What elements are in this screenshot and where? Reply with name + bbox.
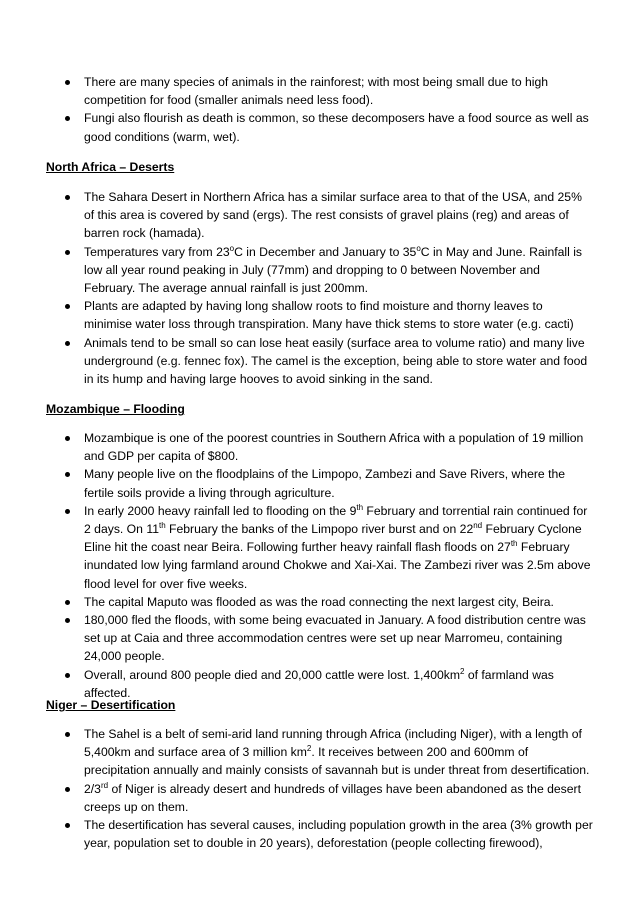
list-item: 180,000 fled the floods, with some being evacuated in January. A food distribution centre was set up at Caia and three accommodation centres were set up near Marromeu, containing 24,000 people.: [0, 611, 638, 666]
mozambique-section: [0, 429, 638, 702]
intro-section: [0, 73, 638, 146]
section-heading-niger: Niger – Desertification: [46, 698, 176, 712]
list-item: The Sahel is a belt of semi-arid land running through Africa (including Niger), with a length of 5,400km and surface area of 3 million $km^2$. It receives between 200 and 600mm of precipitation annually and mainly consists of savannah but is under threat from desertification.: [0, 725, 638, 780]
list-item: Animals tend to be small so can lose heat easily (surface area to volume ratio) and many live underground (e.g. fennec fox). The camel is the exception, being able to store water and food in its hump and having large hooves to avoid sinking in the sand.: [0, 334, 638, 389]
list-item: The Sahara Desert in Northern Africa has a similar surface area to that of the USA, and 25% of this area is covered by sand (ergs). The rest consists of gravel plains (reg) and areas of barren rock (hamada).: [0, 188, 638, 243]
list-item: The capital Maputo was flooded as was the road connecting the next largest city, Beira.: [0, 593, 638, 611]
list-item: Fungi also flourish as death is common, so these decomposers have a food source as well as good conditions (warm, wet).: [0, 109, 638, 145]
list-item: In early 2000 heavy rainfall led to flooding on the 9th February and torrential rain continued for 2 days. On 11th February the banks of the Limpopo river burst and on 22nd February Cyclone Eline hit the coast near Beira. Following further heavy rainfall flash floods on 27th February inundated low lying farmland around Chokwe and Xai-Xai. The Zambezi river was 2.5m above flood level for over five weeks.: [0, 502, 638, 593]
list-item: Many people live on the floodplains of the Limpopo, Zambezi and Save Rivers, where the fertile soils provide a living through agriculture.: [0, 465, 638, 501]
niger-section: [0, 725, 638, 852]
section-heading-mozambique: Mozambique – Flooding: [46, 402, 185, 416]
list-item: The desertification has several causes, including population growth in the area (3% growth per year, population set to double in 20 years), deforestation (people collecting firewood),: [0, 816, 638, 852]
list-item: 2/3rd of Niger is already desert and hundreds of villages have been abandoned as the desert creeps up on them.: [0, 780, 638, 816]
list-item: There are many species of animals in the rainforest; with most being small due to high competition for food (smaller animals need less food).: [0, 73, 638, 109]
list-item: Plants are adapted by having long shallow roots to find moisture and thorny leaves to minimise water loss through transpiration. Many have thick stems to store water (e.g. cacti): [0, 297, 638, 333]
list-item: Mozambique is one of the poorest countries in Southern Africa with a population of 19 million and GDP per capita of $800.: [0, 429, 638, 465]
list-item: Temperatures vary from 23$^o$C in December and January to 35$^o$C in May and June. Rainfall is low all year round peaking in July (77mm) and dropping to 0 between November and February. The average annual rainfall is just 200mm.: [0, 243, 638, 298]
north-africa-section: [0, 188, 638, 388]
section-heading-north-africa: North Africa – Deserts: [46, 160, 175, 174]
list-item: Overall, around 800 people died and 20,000 cattle were lost. $1,400km^2$ of farmland was affected.: [0, 666, 638, 702]
